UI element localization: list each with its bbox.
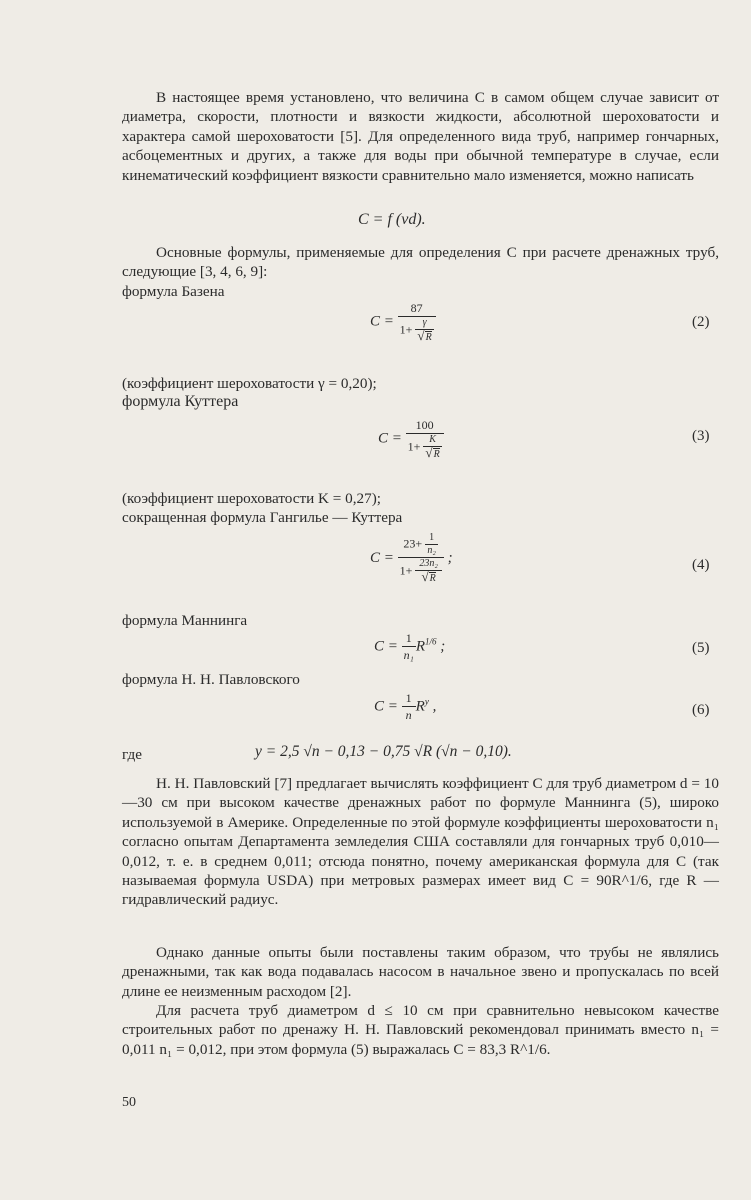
paragraph-3: Н. Н. Павловский [7] предлагает вычислять коэффициент C для труб диаметром d = 10—30 см при высоком качестве дренажных работ по формуле Маннинга (5), широко используемой в Америке. Определенные по этой формуле коэффициенты шероховатости n₁ согласно опытам Департамента земледелия США составляли для гончарных труб 0,010—0,012, т. е. в среднем 0,011; отсюда понятно, почему американская формула для C (так называемая формула USDA) при метровых размерах имеет вид C = 90R^1/6, где R — гидравлический радиус. (122, 775, 719, 909)
eq5-denominator: n₁ (403, 648, 414, 662)
label-bazen: формула Базена (122, 283, 225, 300)
label-manning: формула Маннинга (122, 612, 248, 629)
eq2-denominator (398, 317, 436, 344)
eq4-num-fraction (425, 532, 438, 557)
equation-5 (374, 630, 445, 664)
eq6-tail: , (432, 698, 437, 715)
equation-4 (370, 532, 453, 585)
eq5-power: 1/6 (424, 636, 437, 647)
eq3-lhs: C = (378, 430, 402, 447)
equation-number-5: (5) (692, 640, 710, 656)
equation-c-f-vd: C = f (vd). (358, 211, 426, 228)
equation-y: y = 2,5 √n − 0,13 − 0,75 √R (√n − 0,10). (255, 743, 512, 760)
eq6-denominator: n (405, 708, 412, 722)
sqrt-icon: √ (421, 569, 429, 584)
eq3-fraction (406, 417, 444, 461)
eq3-inner-fraction (423, 434, 441, 461)
eq3-denominator (406, 434, 444, 461)
eq4-num-frac-den: n₂ (427, 545, 436, 556)
eq6-power: y (424, 696, 429, 707)
eq2-numerator: 87 (398, 300, 436, 317)
page-number: 50 (122, 1095, 136, 1110)
label-gde: где (122, 746, 142, 763)
eq2-lhs: C = (370, 313, 394, 330)
eq4-num-prefix: 23+ (403, 536, 423, 551)
eq3-inner-den: R (433, 449, 440, 460)
eq4-inner-num: 23n₂ (415, 558, 441, 571)
eq5-rhs: R (415, 638, 425, 655)
paragraph-2: Основные формулы, применяемые для определения C при расчете дренажных труб, следующие [3, 4, 6, 9]: (122, 244, 719, 281)
eq4-lhs: C = (370, 549, 394, 566)
eq6-lhs: C = (374, 698, 398, 715)
equation-number-3: (3) (692, 428, 710, 444)
eq2-inner-fraction (415, 317, 433, 344)
note-bazen: (коэффициент шероховатости γ = 0,20); (122, 375, 377, 392)
equation-number-2: (2) (692, 314, 710, 330)
eq2-den-prefix: 1+ (399, 322, 413, 337)
label-gangile: сокращенная формула Гангилье — Куттера (122, 509, 403, 526)
eq4-inner-fraction (415, 558, 441, 585)
eq4-inner-den: R (429, 573, 436, 584)
label-pavlovsky: формула Н. Н. Павловского (122, 671, 300, 688)
eq4-den-prefix: 1+ (399, 563, 413, 578)
equation-2 (370, 300, 436, 344)
eq2-fraction (398, 300, 436, 344)
eq4-tail: ; (447, 549, 453, 566)
equation-number-4: (4) (692, 557, 710, 573)
eq3-den-prefix: 1+ (407, 439, 421, 454)
sqrt-icon: √ (417, 328, 425, 343)
eq4-num-frac-num: 1 (425, 532, 438, 545)
paragraph-4: Однако данные опыты были поставлены таким образом, что трубы не являлись дренажными, так как вода подавалась насосом в начальное звено и пропускалась по всей длине ее неизменным расходом [2]. (122, 944, 719, 1000)
eq5-tail: ; (440, 638, 446, 655)
eq4-numerator (398, 532, 444, 558)
eq6-rhs: R (415, 698, 425, 715)
note-kutter: (коэффициент шероховатости K = 0,27); (122, 490, 382, 507)
eq5-numerator: 1 (402, 630, 416, 647)
eq3-inner-num: K (423, 434, 441, 447)
eq5-lhs: C = (374, 638, 398, 655)
sqrt-icon: √ (425, 445, 433, 460)
eq6-numerator: 1 (402, 690, 416, 707)
eq5-fraction (402, 630, 416, 664)
equation-6 (374, 690, 436, 724)
eq4-denominator (398, 558, 444, 585)
equation-3 (378, 417, 444, 461)
paragraph-1: В настоящее время установлено, что величина C в самом общем случае зависит от диаметра, скорости, плотности и вязкости жидкости, абсолютной шероховатости и характера самой шероховатости [5]. Для определенного вида труб, например гончарных, асбоцементных и других, а также для воды при обычной температуре в случае, если кинематический коэффициент вязкости сравнительно мало изменяется, можно написать (122, 89, 719, 184)
paragraph-5: Для расчета труб диаметром d ≤ 10 см при сравнительно невысоком качестве строительных работ по дренажу Н. Н. Павловский рекомендовал принимать вместо n₁ = 0,011 n₁ = 0,012, при этом формула (5) выражалась C = 83,3 R^1/6. (122, 1002, 719, 1058)
eq2-inner-num: γ (415, 317, 433, 330)
eq3-numerator: 100 (406, 417, 444, 434)
eq2-inner-den: R (425, 332, 432, 343)
eq4-fraction (398, 532, 444, 585)
label-kutter: формула Куттера (122, 393, 239, 410)
equation-number-6: (6) (692, 702, 710, 718)
eq6-fraction (402, 690, 416, 724)
